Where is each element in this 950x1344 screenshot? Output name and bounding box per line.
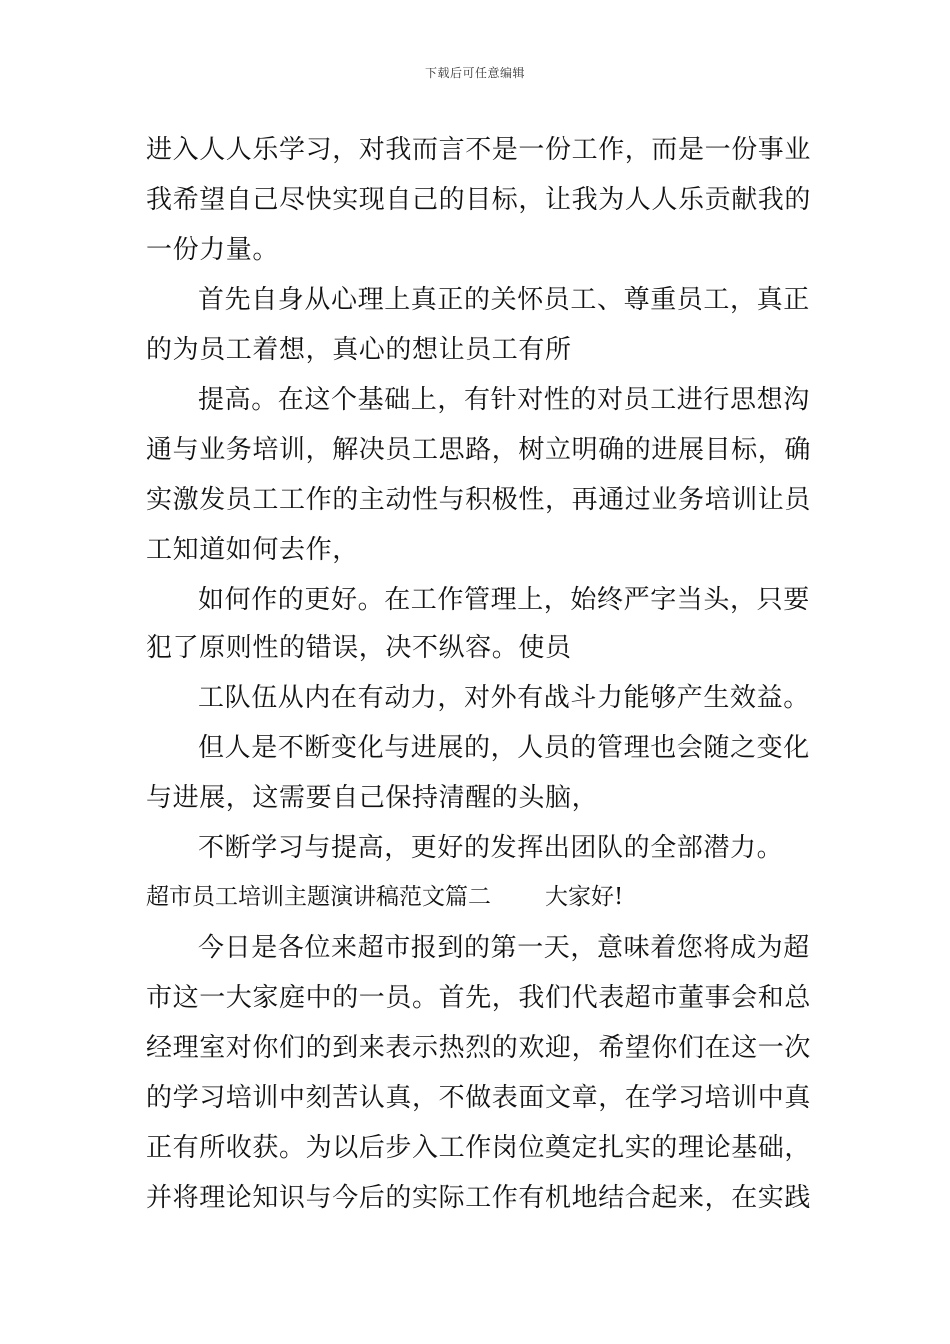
paragraph-line: 犯了原则性的错误，决不纵容。使员 <box>146 633 572 663</box>
header-note: 下载后可任意编辑 <box>424 66 525 80</box>
section-greeting: 大家好! <box>545 884 624 910</box>
paragraph-line: 通与业务培训，解决员工思路，树立明确的进展目标，确 <box>146 435 812 465</box>
paragraph-line: 进入人人乐学习，对我而言不是一份工作，而是一份事业 <box>146 135 812 165</box>
paragraph-line: 工知道如何去作， <box>146 535 359 565</box>
paragraph-line: 实激发员工工作的主动性与积极性，再通过业务培训让员 <box>146 485 812 515</box>
paragraph-line: 的学习培训中刻苦认真，不做表面文章，在学习培训中真 <box>146 1083 812 1113</box>
paragraph-line: 与进展，这需要自己保持清醒的头脑， <box>146 783 599 813</box>
paragraph-line: 今日是各位来超市报到的第一天，意味着您将成为超 <box>198 933 810 963</box>
paragraph-line: 提高。在这个基础上，有针对性的对员工进行思想沟 <box>198 385 810 415</box>
paragraph-line: 正有所收获。为以后步入工作岗位奠定扎实的理论基础， <box>146 1133 812 1163</box>
paragraph-line: 我希望自己尽快实现自己的目标，让我为人人乐贡献我的 <box>146 185 812 215</box>
section-title <box>146 882 623 912</box>
paragraph-line: 并将理论知识与今后的实际工作有机地结合起来，在实践 <box>146 1183 812 1213</box>
section-title-text: 超市员工培训主题演讲稿范文篇二 <box>146 884 491 910</box>
paragraph-line: 但人是不断变化与进展的，人员的管理也会随之变化 <box>198 733 810 763</box>
paragraph-line: 不断学习与提高，更好的发挥出团队的全部潜力。 <box>198 833 784 863</box>
paragraph-line: 经理室对你们的到来表示热烈的欢迎，希望你们在这一次 <box>146 1033 812 1063</box>
paragraph-line: 如何作的更好。在工作管理上，始终严字当头，只要 <box>198 585 810 615</box>
paragraph-line: 的为员工着想，真心的想让员工有所 <box>146 335 572 365</box>
paragraph-line: 首先自身从心理上真正的关怀员工、尊重员工，真正 <box>198 285 810 315</box>
paragraph-line: 工队伍从内在有动力，对外有战斗力能够产生效益。 <box>198 683 810 713</box>
paragraph-line: 一份力量。 <box>146 235 280 265</box>
paragraph-line: 市这一大家庭中的一员。首先，我们代表超市董事会和总 <box>146 983 812 1013</box>
